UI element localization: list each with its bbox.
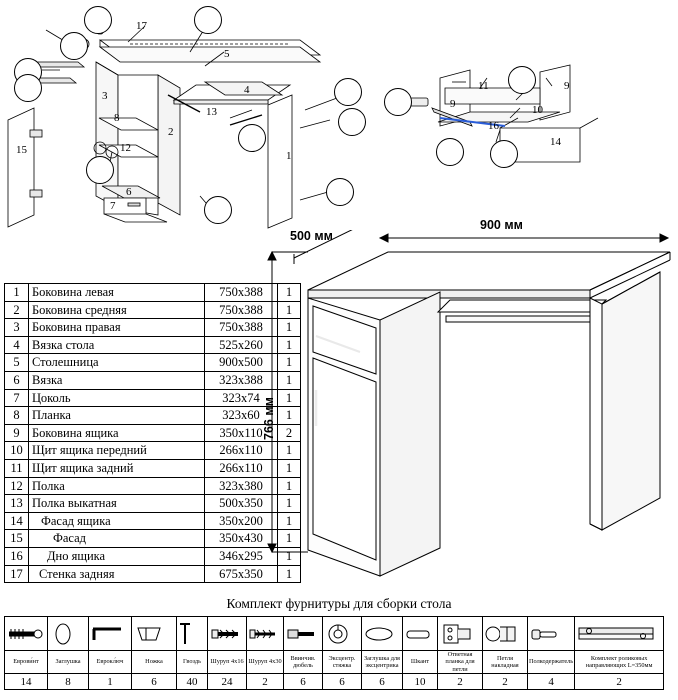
part-size: 900x500	[205, 354, 278, 372]
part-name: Столешница	[29, 354, 205, 372]
part-qty: 1	[278, 477, 301, 495]
fitting-qty: 2	[575, 674, 664, 690]
euro-key-icon	[89, 617, 132, 651]
exploded-label-12: 12	[120, 142, 131, 154]
part-qty: 1	[278, 512, 301, 530]
fitting-name: Ввинчив. дюбель	[284, 651, 323, 674]
fittings-icon-row	[5, 617, 664, 651]
fittings-table	[4, 616, 664, 690]
part-size: 500х350	[205, 495, 278, 513]
fitting-qty: 14	[5, 674, 48, 690]
part-size: 323x74	[205, 389, 278, 407]
exploded-label-17: 17	[136, 20, 147, 32]
callout-bubble	[384, 88, 412, 116]
exploded-label-8: 8	[114, 112, 120, 124]
exploded-label-2: 2	[168, 126, 174, 138]
part-index: 10	[5, 442, 29, 460]
part-index: 1	[5, 284, 29, 302]
part-size: 323x60	[205, 407, 278, 425]
part-index: 4	[5, 336, 29, 354]
part-index: 8	[5, 407, 29, 425]
callout-bubble	[338, 108, 366, 136]
fitting-qty: 10	[403, 674, 438, 690]
fitting-name: Ножка	[132, 651, 177, 674]
part-qty: 1	[278, 530, 301, 548]
fittings-qty-row	[5, 674, 664, 690]
callout-bubble	[86, 156, 114, 184]
part-qty: 1	[278, 565, 301, 583]
part-qty: 1	[278, 371, 301, 389]
fitting-qty: 6	[132, 674, 177, 690]
part-qty: 1	[278, 284, 301, 302]
fitting-name: Еврокл́юч	[89, 651, 132, 674]
part-index: 7	[5, 389, 29, 407]
part-name: Фасад	[29, 530, 205, 548]
part-size: 350х430	[205, 530, 278, 548]
fitting-qty: 40	[177, 674, 208, 690]
part-size: 266х110	[205, 459, 278, 477]
fitting-qty: 1	[89, 674, 132, 690]
exploded-label-13: 13	[206, 106, 217, 118]
nail-icon	[177, 617, 208, 651]
part-qty: 2	[278, 424, 301, 442]
dimension-width-label: 900 мм	[480, 218, 523, 232]
fitting-name: Еврови́нт	[5, 651, 48, 674]
fitting-qty: 6	[284, 674, 323, 690]
hinge-icon	[483, 617, 528, 651]
part-qty: 1	[278, 336, 301, 354]
fitting-qty: 2	[483, 674, 528, 690]
callout-bubble	[204, 196, 232, 224]
part-size: 750x388	[205, 301, 278, 319]
fitting-name: Гвоздь	[177, 651, 208, 674]
part-name: Боковина левая	[29, 284, 205, 302]
part-size: 675х350	[205, 565, 278, 583]
part-name: Щит ящика передний	[29, 442, 205, 460]
exploded-label-3: 3	[102, 90, 108, 102]
part-name: Планка	[29, 407, 205, 425]
part-name: Фасад ящика	[29, 512, 205, 530]
part-index: 3	[5, 319, 29, 337]
part-index: 12	[5, 477, 29, 495]
part-index: 16	[5, 547, 29, 565]
exploded-label-16: 16	[488, 120, 499, 132]
part-qty: 1	[278, 319, 301, 337]
screw-4x30-icon	[247, 617, 284, 651]
part-size: 750x388	[205, 319, 278, 337]
exploded-label-5: 5	[224, 48, 230, 60]
fitting-qty: 8	[48, 674, 89, 690]
part-index: 5	[5, 354, 29, 372]
exploded-label-1: 1	[286, 150, 292, 162]
exploded-label-14: 14	[550, 136, 561, 148]
exploded-label-15: 15	[16, 144, 27, 156]
fittings-name-row	[5, 651, 664, 674]
fitting-qty: 6	[362, 674, 403, 690]
fittings-title: Комплект фурнитуры для сборки стола	[226, 596, 452, 611]
part-size: 323x388	[205, 371, 278, 389]
callout-bubble	[14, 74, 42, 102]
exploded-label-9-right: 9	[564, 80, 570, 92]
fitting-name: Петля накладная	[483, 651, 528, 674]
cap-icon	[48, 617, 89, 651]
part-size: 750x388	[205, 284, 278, 302]
euro-screw-icon	[5, 617, 48, 651]
fitting-qty: 2	[438, 674, 483, 690]
exploded-label-9-left: 9	[450, 98, 456, 110]
exploded-label-6: 6	[126, 186, 132, 198]
part-qty: 1	[278, 547, 301, 565]
part-index: 9	[5, 424, 29, 442]
dimension-depth-label: 500 мм	[290, 229, 333, 243]
dowel-icon	[403, 617, 438, 651]
fitting-name: Шкант	[403, 651, 438, 674]
exploded-label-10: 10	[532, 104, 543, 116]
screw-4x16-icon	[208, 617, 247, 651]
fitting-name: Заглушка для эксцентрика	[362, 651, 403, 674]
leg-icon	[132, 617, 177, 651]
part-index: 2	[5, 301, 29, 319]
part-qty: 1	[278, 442, 301, 460]
part-index: 13	[5, 495, 29, 513]
fitting-name: Шуруп 4х30	[247, 651, 284, 674]
fitting-qty: 6	[323, 674, 362, 690]
part-name: Дно ящика	[29, 547, 205, 565]
part-size: 525x260	[205, 336, 278, 354]
part-qty: 1	[278, 495, 301, 513]
part-name: Щит ящика задний	[29, 459, 205, 477]
part-index: 11	[5, 459, 29, 477]
callout-bubble	[326, 178, 354, 206]
part-index: 6	[5, 371, 29, 389]
callout-bubble	[84, 6, 112, 34]
part-name: Вязка	[29, 371, 205, 389]
eccentric-cap-icon	[362, 617, 403, 651]
callout-bubble	[238, 124, 266, 152]
part-name: Вязка стола	[29, 336, 205, 354]
part-name: Боковина ящика	[29, 424, 205, 442]
part-size: 346х295	[205, 547, 278, 565]
fitting-name: Комплект роликовых направляющих L=350мм	[575, 651, 664, 674]
part-index: 17	[5, 565, 29, 583]
exploded-label-7: 7	[110, 200, 116, 212]
slide-rails-icon	[575, 617, 664, 651]
fitting-name: Полкодержатель	[528, 651, 575, 674]
callout-bubble	[508, 66, 536, 94]
exploded-view-diagram	[0, 0, 678, 240]
callout-bubble	[60, 32, 88, 60]
fitting-name: Шуруп 4х16	[208, 651, 247, 674]
part-qty: 1	[278, 459, 301, 477]
part-size: 350х110	[205, 424, 278, 442]
fitting-qty: 4	[528, 674, 575, 690]
part-name: Полка выкатная	[29, 495, 205, 513]
part-name: Полка	[29, 477, 205, 495]
part-qty: 1	[278, 389, 301, 407]
callout-bubble	[194, 6, 222, 34]
exploded-label-4: 4	[244, 84, 250, 96]
part-name: Стенка задняя	[29, 565, 205, 583]
part-name: Боковина средняя	[29, 301, 205, 319]
fitting-qty: 2	[247, 674, 284, 690]
dimension-height-label: 766 мм	[262, 397, 276, 440]
part-qty: 1	[278, 354, 301, 372]
part-index: 14	[5, 512, 29, 530]
eccentric-icon	[323, 617, 362, 651]
fitting-name: Эксцентр. стяжка	[323, 651, 362, 674]
fitting-name: Заглушка	[48, 651, 89, 674]
screw-in-dowel-icon	[284, 617, 323, 651]
hinge-plate-icon	[438, 617, 483, 651]
part-name: Боковина правая	[29, 319, 205, 337]
callout-bubble	[436, 138, 464, 166]
desk-render	[250, 218, 678, 580]
part-size: 323x380	[205, 477, 278, 495]
part-size: 266х110	[205, 442, 278, 460]
part-size: 350х200	[205, 512, 278, 530]
callout-bubble	[490, 140, 518, 168]
part-index: 15	[5, 530, 29, 548]
fitting-qty: 24	[208, 674, 247, 690]
part-qty: 1	[278, 407, 301, 425]
exploded-label-11: 11	[478, 80, 489, 92]
fitting-name: Ответная планка для петли	[438, 651, 483, 674]
part-name: Цоколь	[29, 389, 205, 407]
callout-bubble	[334, 78, 362, 106]
part-qty: 1	[278, 301, 301, 319]
shelf-support-icon	[528, 617, 575, 651]
dimension-lines-svg	[250, 230, 678, 580]
